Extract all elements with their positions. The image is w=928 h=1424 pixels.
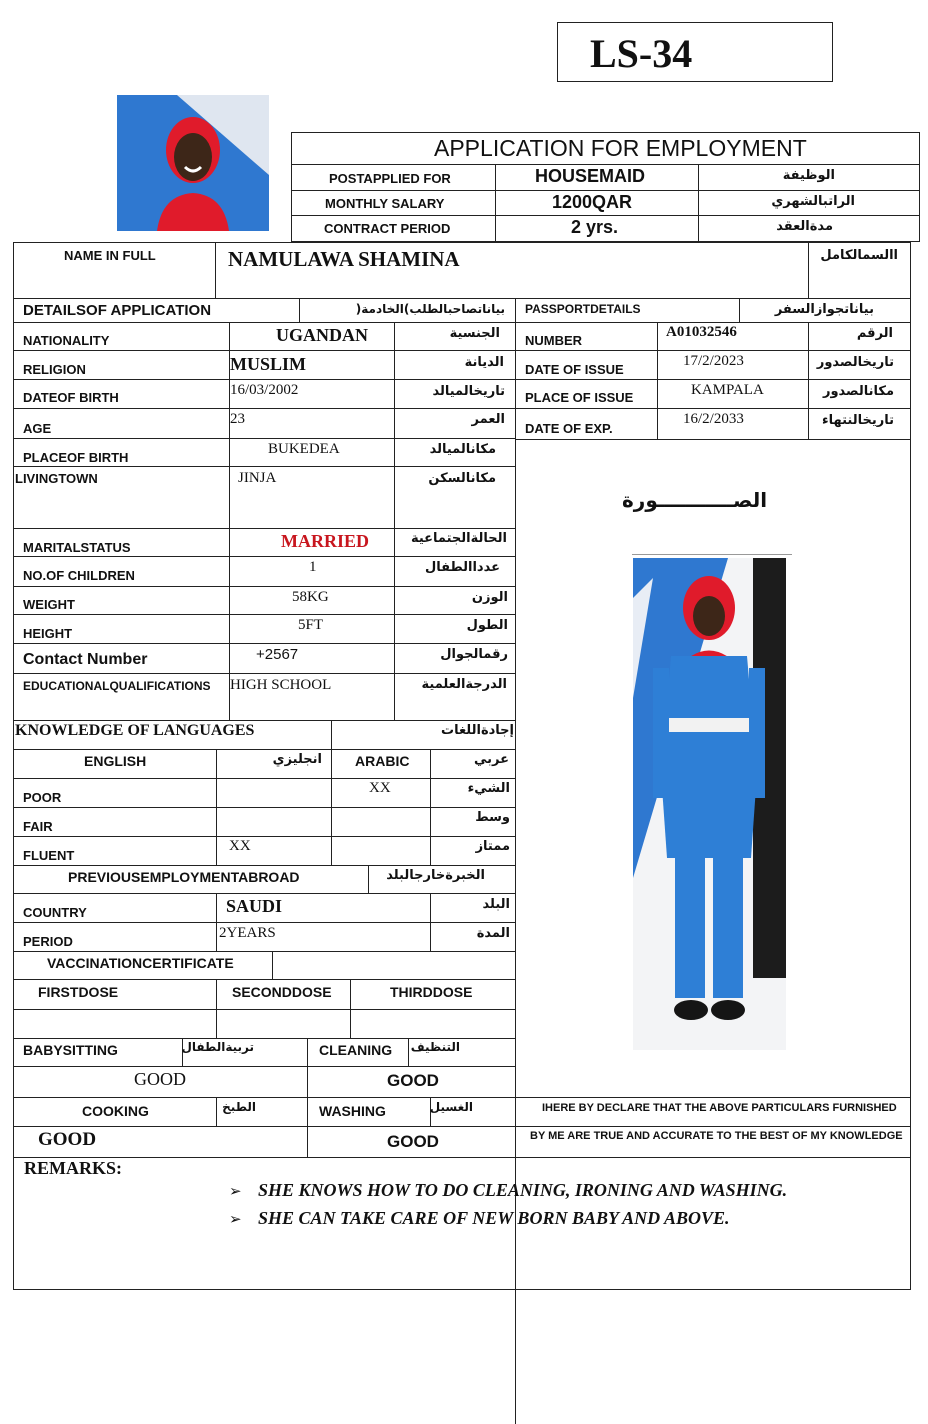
pob-value: BUKEDEA (268, 441, 340, 457)
education-ar: الدرجةالعلمية (421, 677, 507, 692)
expiry-label: DATE OF EXP. (525, 421, 613, 436)
dob-value: 16/03/2002 (230, 382, 299, 398)
religion-ar: الديانة (464, 355, 504, 370)
remarks-label: REMARKS: (24, 1158, 122, 1178)
poor-arabic-value: XX (369, 780, 391, 796)
post-applied-value: HOUSEMAID (535, 166, 646, 186)
pob-label: PLACEOF BIRTH (23, 450, 129, 465)
languages-ar: إجادةاللغات (441, 723, 514, 738)
english-label: ENGLISH (84, 753, 147, 769)
poor-label: POOR (23, 790, 62, 805)
nationality-label: NATIONALITY (23, 333, 110, 348)
arabic-ar: عربي (473, 752, 509, 767)
religion-label: RELIGION (23, 362, 86, 377)
arabic-label: ARABIC (355, 753, 410, 769)
remark-bullet-1: ➢ (229, 1182, 242, 1200)
fluent-english-value: XX (229, 838, 251, 854)
contract-period-label: CONTRACT PERIOD (324, 221, 451, 236)
height-label: HEIGHT (23, 626, 73, 641)
second-dose-label: SECONDDOSE (232, 984, 332, 1000)
fair-ar: وسط (475, 810, 510, 825)
fair-label: FAIR (23, 819, 53, 834)
previous-employment-label: PREVIOUSEMPLOYMENTABROAD (68, 869, 300, 885)
monthly-salary-label: MONTHLY SALARY (325, 196, 445, 211)
marital-value: MARRIED (281, 531, 369, 551)
details-header-label: DETAILSOF APPLICATION (23, 302, 212, 319)
dob-label: DATEOF BIRTH (23, 390, 119, 405)
babysitting-label: BABYSITTING (23, 1042, 118, 1058)
weight-value: 58KG (292, 589, 329, 605)
issue-place-ar: مكانالصدور (822, 384, 894, 399)
country-label: COUNTRY (23, 905, 87, 920)
fluent-ar: ممتاز (475, 839, 510, 854)
previous-employment-ar: الخبرةخارجالبلد (386, 868, 485, 883)
contact-label: Contact Number (23, 651, 148, 668)
issue-place-value: KAMPALA (691, 382, 764, 398)
languages-label: KNOWLEDGE OF LANGUAGES (15, 722, 255, 739)
washing-ar: الغسيل (429, 1100, 473, 1114)
age-label: AGE (23, 421, 52, 436)
post-applied-ar: الوظيفة (782, 168, 835, 183)
passport-header-ar: بياناتجوازالسفر (774, 302, 874, 317)
weight-label: WEIGHT (23, 597, 75, 612)
photo-caption-ar: الصـــــــــــورة (622, 488, 768, 512)
living-ar: مكانالسكن (428, 471, 496, 486)
contract-period-ar: مدةالعقد (776, 219, 833, 234)
full-body-photo (633, 558, 786, 1050)
children-value: 1 (309, 559, 317, 575)
details-header-ar: بياناتصاحبالطلب)الخادمة( (355, 302, 505, 316)
first-dose-label: FIRSTDOSE (38, 984, 119, 1000)
contract-period-value: 2 yrs. (571, 217, 619, 237)
children-ar: عدداالطفال (424, 560, 500, 575)
form-title: APPLICATION FOR EMPLOYMENT (434, 135, 807, 161)
children-label: NO.OF CHILDREN (23, 568, 135, 583)
third-dose-label: THIRDDOSE (390, 984, 473, 1000)
english-ar: انجليزي (272, 752, 322, 767)
living-value: JINJA (238, 470, 277, 486)
monthly-salary-value: 1200QAR (552, 192, 633, 212)
education-label: EDUCATIONALQUALIFICATIONS (23, 679, 211, 693)
declaration-line1: IHERE BY DECLARE THAT THE ABOVE PARTICULARS FURNISHED (542, 1102, 897, 1114)
country-ar: البلد (482, 897, 510, 912)
marital-label: MARITALSTATUS (23, 540, 131, 555)
remark-item-1: SHE KNOWS HOW TO DO CLEANING, IRONING AND WASHING. (258, 1180, 788, 1200)
cleaning-label: CLEANING (319, 1042, 393, 1058)
washing-value: GOOD (387, 1132, 439, 1151)
period-label: PERIOD (23, 934, 73, 949)
age-value: 23 (230, 411, 245, 427)
contact-value: +2567 (256, 646, 299, 663)
living-label: LIVINGTOWN (15, 471, 98, 486)
dob-ar: تاريخالميالد (432, 384, 505, 399)
expiry-value: 16/2/2033 (683, 411, 744, 427)
monthly-salary-ar: الراتبالشهري (771, 194, 855, 209)
country-value: SAUDI (226, 896, 283, 916)
cooking-label: COOKING (82, 1103, 149, 1119)
weight-ar: الوزن (471, 590, 508, 605)
age-ar: العمر (471, 412, 505, 427)
marital-ar: الحالةالجتماعية (410, 531, 507, 546)
reference-number: LS-34 (590, 31, 693, 76)
nationality-value: UGANDAN (276, 325, 368, 345)
religion-value: MUSLIM (230, 354, 306, 374)
period-value: 2YEARS (219, 925, 276, 941)
washing-label: WASHING (319, 1103, 386, 1119)
issue-date-ar: تاريخالصدور (816, 355, 894, 370)
passport-number-ar: الرقم (856, 326, 893, 341)
remark-bullet-2: ➢ (229, 1210, 242, 1228)
passport-header-label: PASSPORTDETAILS (525, 302, 641, 316)
issue-date-label: DATE OF ISSUE (525, 362, 624, 377)
issue-date-value: 17/2/2023 (683, 353, 744, 369)
period-ar: المدة (476, 926, 510, 941)
cooking-ar: الطبخ (222, 1100, 256, 1114)
height-value: 5FT (298, 617, 324, 633)
remark-item-2: SHE CAN TAKE CARE OF NEW BORN BABY AND ABOVE. (258, 1208, 730, 1228)
post-applied-label: POSTAPPLIED FOR (329, 171, 451, 186)
pob-ar: مكانالميالد (429, 442, 496, 457)
name-ar: االسمالكامل (820, 248, 898, 263)
nationality-ar: الجنسية (449, 326, 500, 341)
babysitting-value: GOOD (134, 1069, 186, 1089)
passport-number-value: A01032546 (666, 324, 737, 340)
cleaning-ar: التنظيف (410, 1040, 460, 1054)
portrait-photo (117, 95, 269, 231)
cooking-value: GOOD (38, 1129, 97, 1150)
babysitting-ar: تربيةالطفال (181, 1040, 254, 1054)
education-value: HIGH SCHOOL (230, 677, 332, 693)
fluent-label: FLUENT (23, 848, 75, 863)
issue-place-label: PLACE OF ISSUE (525, 390, 634, 405)
cleaning-value: GOOD (387, 1071, 439, 1090)
height-ar: الطول (466, 618, 508, 633)
declaration-line2: BY ME ARE TRUE AND ACCURATE TO THE BEST OF MY KNOWLEDGE (530, 1130, 903, 1142)
vaccination-label: VACCINATIONCERTIFICATE (47, 955, 234, 971)
name-value: NAMULAWA SHAMINA (228, 247, 460, 271)
passport-number-label: NUMBER (525, 333, 583, 348)
poor-ar: الشيء (467, 781, 510, 796)
contact-ar: رقمالجوال (440, 647, 508, 662)
name-label: NAME IN FULL (64, 248, 156, 263)
expiry-ar: تاريخالنتهاء (822, 413, 894, 428)
